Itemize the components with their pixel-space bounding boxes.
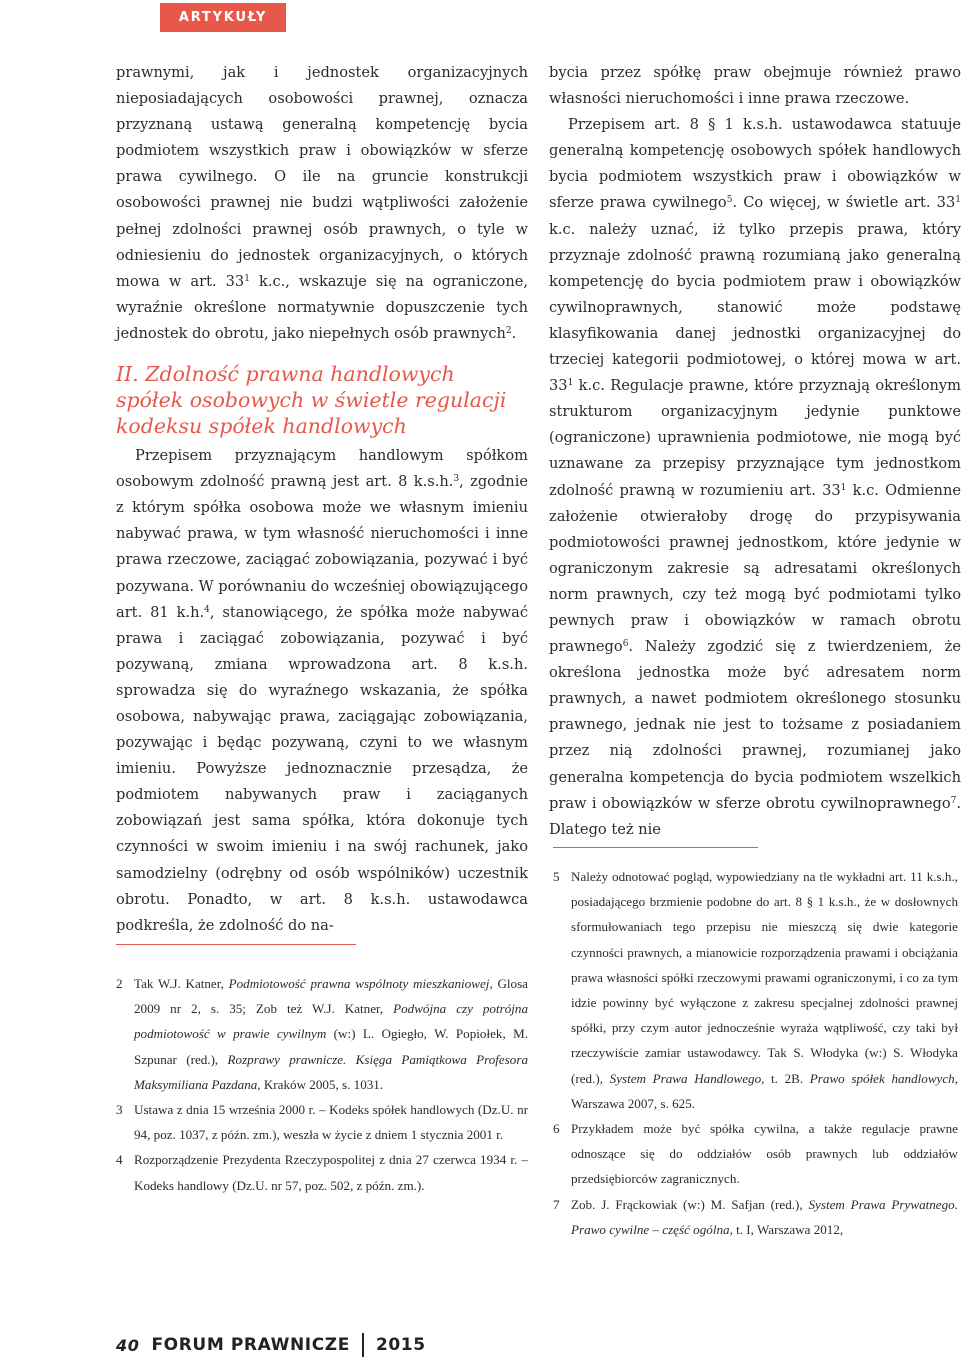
- footer-divider: [362, 1333, 364, 1357]
- footnote: 7 Zob. J. Frąckowiak (w:) M. Safjan (red.), System Prawa Prywatnego. Prawo cywilne – część ogólna, t. I, Warszawa 2012,: [553, 1196, 958, 1237]
- paragraph: Przepisem przyznającym handlowym spółkom osobowym zdolność prawną jest art. 8 k.s.h.$^3$, zgodnie z którym spółka osobowa może we własnym imieniu nabywać prawa, w tym własność nieruchomości i inne prawa rzeczowe, zaciągać zobowiązania, pozywać i być pozywana. W porównaniu do wcześniej obowiązującego art. 81 k.h.$^4$, stanowiącego, że spółka może nabywać prawa i zaciągać zobowiązania, pozywać i być pozywaną, zmiana wprowadzona art. 8 k.s.h. sprowadza się do wyraźnego wskazania, że spółka osobowa, nabywając prawa, zaciągając zobowiązania, pozywając i będąc pozywaną, czyni to we własnym imieniu. Powyższe jednoznacznie przesądza, że podmiotem nabywanych praw i zaciąganych zobowiązań jest sama spółka, która dokonuje tych czynności w swoim imieniu i na swój rachunek, jako samodzielny (odrębny od osób wspólników) uczestnik obrotu. Ponadto, w art. 8 k.s.h. ustawodawca podkreśla, że zdolność do na-: [116, 447, 529, 934]
- left-column: [116, 60, 528, 939]
- publication-year: 2015: [375, 1335, 426, 1355]
- footnote: 5 Należy odnotować pogląd, wypowiedziany na tle wykładni art. 11 k.s.h., posiadającego brzmienie podobne do art. 8 § 1 k.s.h., że w dosłownych sformułowaniach tego przepisu nie mieszczą się dwie kategorie czynności prawnych, a mianowicie rozporządzenia prawami i obciążania prawa własności spółki rzeczowymi prawami ograniczonymi, i co za tym idzie powinny być wyłączone z zakresu specjalnej zdolności prawnej spółki, przy czym autor jednocześnie wyraża wątpliwość, czy taki był rzeczywiście zamiar ustawodawcy. Tak S. Włodyka (w:) S. Włodyka (red.), System Prawa Handlowego, t. 2B. Prawo spółek handlowych, Warszawa 2007, s. 625.: [553, 869, 959, 1111]
- paragraph: bycia przez spółkę praw obejmuje również prawo własności nieruchomości i inne prawa rzeczowe.: [549, 64, 961, 108]
- footnote-divider: [553, 847, 758, 848]
- section-tag: ARTYKUŁY: [160, 3, 286, 32]
- page-number: 40: [116, 1335, 140, 1355]
- right-column: [549, 60, 961, 843]
- journal-title: FORUM PRAWNICZE: [151, 1335, 350, 1355]
- footnote-divider: [116, 944, 356, 945]
- paragraph: Przepisem art. 8 § 1 k.s.h. ustawodawca statuuje generalną kompetencję osobowych spółek handlowych bycia podmiotem wszystkich praw i obowiązków w sferze prawa cywilnego$^5$. Co więcej, w świetle art. $33^1$ k.c. należy uznać, iż tylko przepis prawa, który przyznaje zdolność prawną rozumianą jako generalną kompetencję do bycia podmiotem praw i obowiązków cywilnoprawnych, stanowić może podstawę klasyfikowania danej jednostki organizacyjnej do trzeciej kategorii podmiotowej, o której mowa w art. $33^1$ k.c. Regulacje prawne, które przyznają określonym strukturom organizacyjnym jedynie punktowe (ograniczone) uprawnienia podmiotowe, nie mogą być uznawane za przepisy przyznające tym jednostkom zdolność prawną w rozumieniu art. $33^1$ k.c. Odmienne założenie otwierałoby drogę do przypisywania podmiotowości prawnej jednostkom, które jedynie w ograniczonym zakresie są adresatami określonych norm prawnych, czy też mogą być podmiotami tylko pewnych praw i obowiązków w ramach obrotu prawnego$^6$. Należy zgodzić się z twierdzeniem, że określona jednostka może być adresatem norm prawnych, a nawet podmiotem określonego stosunku prawnego, jednak nie jest to tożsame z posiadaniem przez nią zdolności prawnej, rozumianej jako generalna kompetencja do bycia podmiotem wszelkich praw i obowiązków w sferze obrotu cywilnoprawnego$^7$. Dlatego też nie: [549, 116, 961, 838]
- footnote: 2 Tak W.J. Katner, Podmiotowość prawna wspólnoty mieszkaniowej, Glosa 2009 nr 2, s. 35; Zob też W.J. Katner, Podwójna czy potrójna podmiotowość w prawie cywilnym (w:) L. Ogiegło, W. Popiołek, M. Szpunar (red.), Rozprawy prawnicze. Księga Pamiątkowa Profesora Maksymiliana Pazdana, Kraków 2005, s. 1031.: [116, 976, 528, 1092]
- footnote: 4 Rozporządzenie Prezydenta Rzeczypospolitej z dnia 27 czerwca 1934 r. – Kodeks handlowy (Dz.U. nr 57, poz. 502, z późn. zm.).: [116, 1152, 528, 1193]
- footnote: 6 Przykładem może być spółka cywilna, a także regulacje prawne odnoszące się do oddziałów osób prawnych lub oddziałów przedsiębiorców zagranicznych.: [553, 1121, 958, 1187]
- footnotes-right: [553, 847, 958, 1242]
- footnotes-left: [116, 944, 528, 1198]
- paragraph: prawnymi, jak i jednostek organizacyjnych nieposiadających osobowości prawnej, oznacza przyznaną ustawą generalną kompetencję bycia podmiotem wszystkich praw i obowiązków w sferze prawa cywilnego. O ile na gruncie konstrukcji osobowości prawnej nie budzi wątpliwości założenie pełnej zdolności prawnej osób prawnych, o tyle w odniesieniu do jednostek organizacyjnych, o których mowa w art. $33^1$ k.c., wskazuje się na ograniczone, wyraźnie określone normatywnie dopuszczenie tych jednostek do obrotu, jako niepełnych osób prawnych$^2$.: [116, 64, 529, 342]
- section-heading: II. Zdolność prawna handlowych spółek osobowych w świetle regulacji kodeksu spółek handlowych: [116, 362, 507, 439]
- page-footer: [116, 1332, 426, 1358]
- footnote: 3 Ustawa z dnia 15 września 2000 r. – Kodeks spółek handlowych (Dz.U. nr 94, poz. 1037, z późn. zm.), weszła w życie z dniem 1 stycznia 2001 r.: [116, 1102, 528, 1143]
